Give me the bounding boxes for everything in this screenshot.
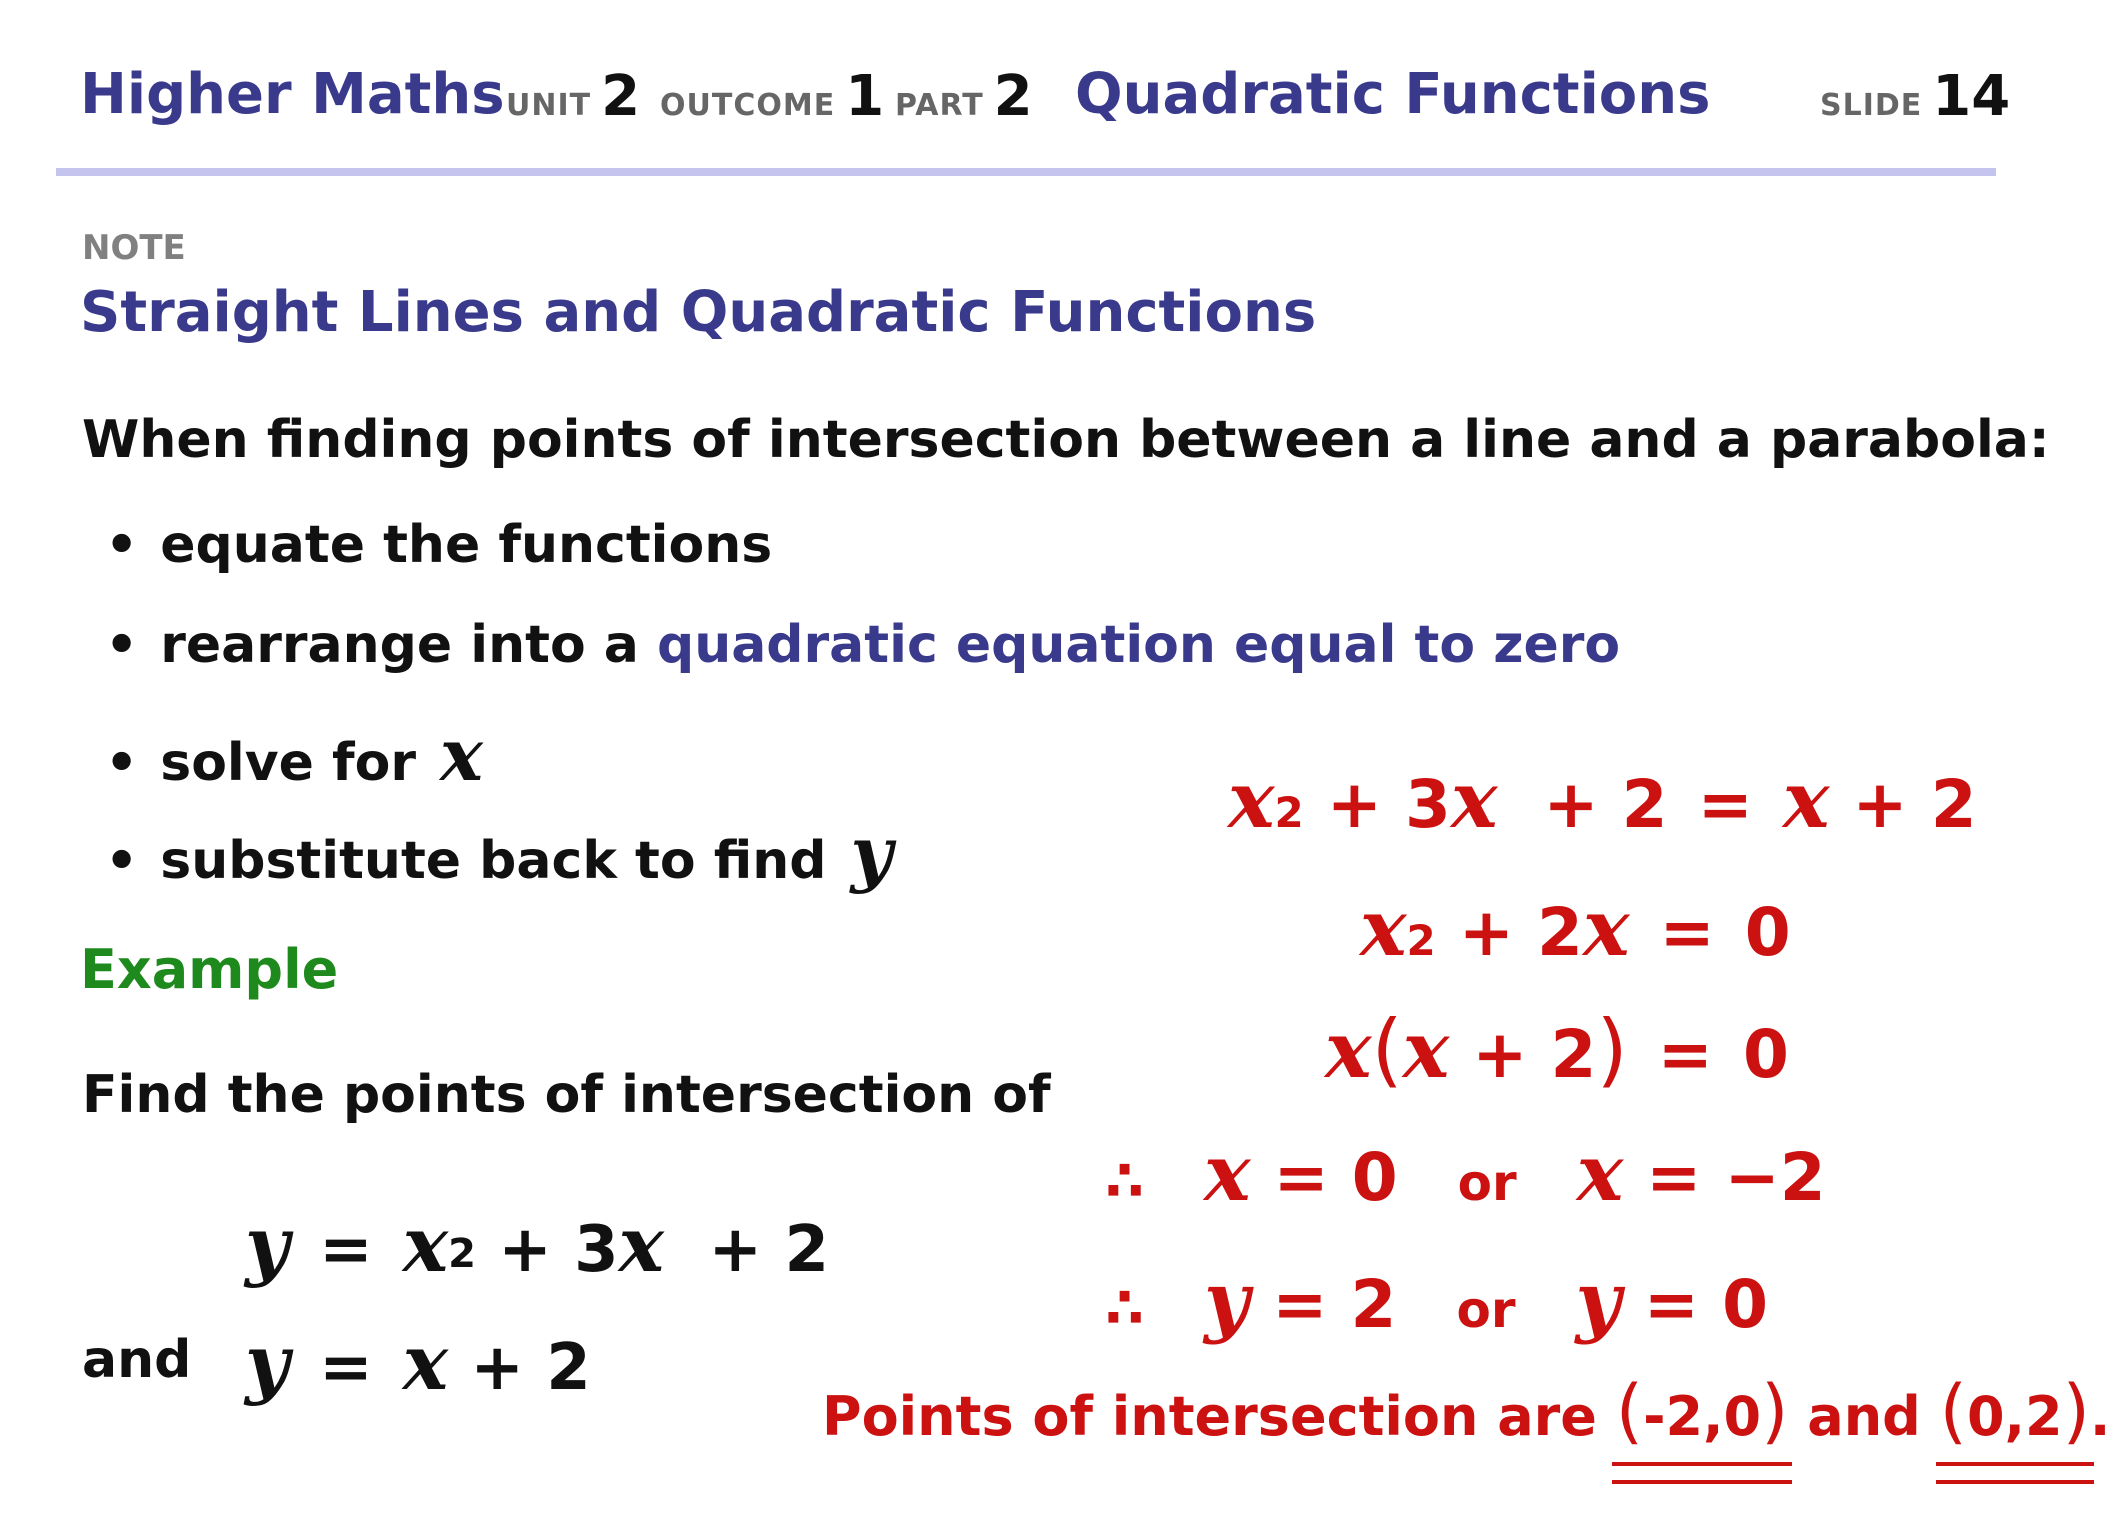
part-number: 2	[993, 64, 1033, 129]
conclusion-and: and	[1807, 1385, 1921, 1448]
working-step-equate: x 2 + 3 x + 2 = x + 2	[1228, 755, 1977, 846]
unit-label: UNIT	[506, 88, 592, 123]
equation-parabola: y = x $^2$ + 3 x + 2	[245, 1200, 829, 1289]
course-title: Higher Maths	[80, 62, 505, 127]
bullet-text: equate the functions	[160, 515, 773, 575]
bullet-text: solve for	[160, 733, 417, 793]
bullet-text: rearrange into a	[160, 615, 657, 675]
or-label: or	[1457, 1154, 1517, 1212]
intersection-point-2: (0,2)	[1940, 1370, 2090, 1452]
working-solutions-x: ∴ x = 0 or x = −2	[1105, 1128, 1826, 1219]
part-indicator	[895, 64, 1033, 129]
unit-number: 2	[601, 64, 641, 129]
bullet-dot: •	[105, 615, 139, 675]
outcome-indicator	[660, 64, 884, 129]
and-label: and	[82, 1330, 192, 1390]
header-divider	[56, 168, 1996, 176]
topic-title: Quadratic Functions	[1075, 62, 1711, 127]
working-step-rearrange: x 2 + 2 x = 0	[1360, 883, 1791, 974]
bullet-rearrange	[105, 615, 1620, 675]
unit-indicator	[506, 64, 640, 129]
conclusion-period: .	[2089, 1385, 2110, 1448]
point-2-coords: 0,2	[1966, 1385, 2063, 1448]
outcome-label: OUTCOME	[660, 88, 836, 123]
working-step-factorise: x ( x + 2 ) = 0	[1325, 1003, 1789, 1096]
bullet-substitute	[105, 810, 892, 895]
equation-line: y = x + 2	[245, 1318, 591, 1407]
bullet-equate	[105, 515, 772, 575]
bullet-dot: •	[105, 515, 139, 575]
bullet-dot: •	[105, 831, 139, 891]
point-1-coords: -2,0	[1643, 1385, 1762, 1448]
slide-indicator	[1820, 64, 2010, 129]
variable-y: y	[850, 810, 893, 895]
example-prompt: Find the points of intersection of	[82, 1065, 1051, 1125]
or-label: or	[1456, 1281, 1516, 1339]
double-underline	[1936, 1462, 2094, 1484]
part-label: PART	[895, 88, 984, 123]
double-underline	[1612, 1462, 1793, 1484]
bullet-solve	[105, 712, 483, 797]
note-title: Straight Lines and Quadratic Functions	[80, 280, 1317, 345]
slide-label: SLIDE	[1820, 88, 1923, 123]
outcome-number: 1	[845, 64, 885, 129]
bullet-text: substitute back to find	[160, 831, 827, 891]
bullet-highlight: quadratic equation equal to zero	[656, 615, 1621, 675]
therefore-symbol: ∴	[1105, 1149, 1144, 1214]
slide-number: 14	[1932, 64, 2011, 129]
intro-text: When finding points of intersection between a line and a parabola:	[82, 410, 2050, 470]
conclusion	[822, 1370, 2110, 1452]
therefore-symbol: ∴	[1105, 1276, 1144, 1341]
working-solutions-y: ∴ y = 2 or y = 0	[1105, 1255, 1769, 1346]
intersection-point-1: (-2,0)	[1616, 1370, 1789, 1452]
variable-x: x	[440, 712, 483, 797]
example-label: Example	[80, 938, 339, 1001]
conclusion-text: Points of intersection are	[822, 1385, 1597, 1448]
note-label: NOTE	[82, 228, 186, 268]
bullet-dot: •	[105, 733, 139, 793]
